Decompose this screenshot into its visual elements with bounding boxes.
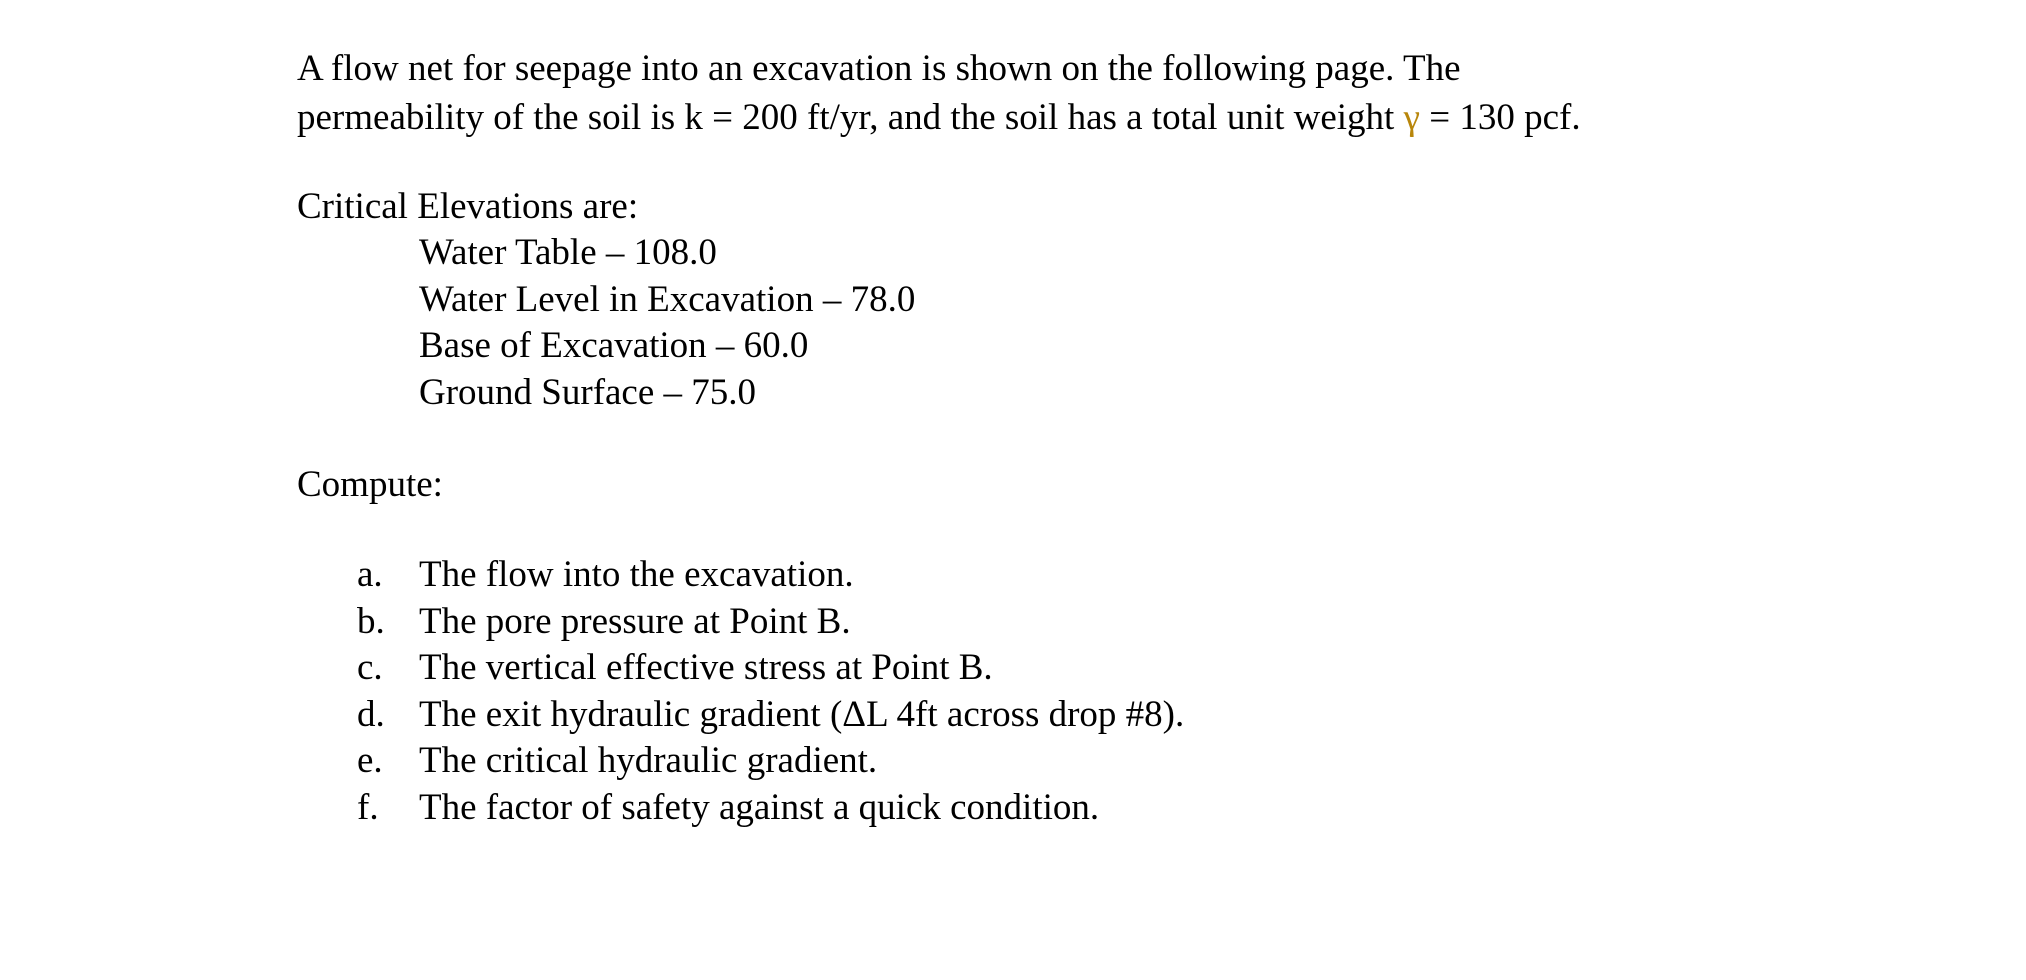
- task-item: [297, 599, 1897, 646]
- gamma-symbol: γ: [1403, 97, 1420, 138]
- problem-statement-line-2: [297, 93, 1897, 142]
- problem-statement-line-1: A flow net for seepage into an excavation is shown on the following page. The: [297, 48, 1461, 89]
- task-marker: a.: [357, 554, 383, 595]
- problem-statement: [297, 44, 1897, 142]
- task-item: [297, 785, 1897, 832]
- task-marker: b.: [357, 600, 385, 642]
- elevation-water-table: Water Table – 108.0: [419, 232, 717, 273]
- task-item: [297, 692, 1897, 739]
- task-marker: f.: [357, 786, 379, 828]
- task-text: The vertical effective stress at Point B.: [419, 647, 993, 688]
- document-page: [297, 44, 1897, 831]
- problem-statement-line-2-start: permeability of the soil is k = 200 ft/yr, and the soil has a total unit weight: [297, 97, 1404, 138]
- task-marker: e.: [357, 740, 383, 781]
- task-item: [297, 552, 1897, 599]
- compute-heading: Compute:: [297, 464, 443, 505]
- critical-elevations-list: [297, 230, 1897, 416]
- elevation-ground-surface: Ground Surface – 75.0: [419, 371, 757, 413]
- task-marker: d.: [357, 693, 385, 735]
- elevation-water-level-excavation: Water Level in Excavation – 78.0: [419, 278, 916, 320]
- task-item: [297, 645, 1897, 692]
- task-text: The factor of safety against a quick condition.: [419, 786, 1100, 828]
- task-text: The flow into the excavation.: [419, 554, 854, 595]
- elevation-base-of-excavation: Base of Excavation – 60.0: [419, 325, 809, 366]
- task-marker: c.: [357, 647, 383, 688]
- compute-task-list: [297, 552, 1897, 831]
- critical-elevations-heading: Critical Elevations are:: [297, 186, 639, 227]
- task-text: The critical hydraulic gradient.: [419, 740, 878, 781]
- task-text: The exit hydraulic gradient (ΔL 4ft across drop #8).: [419, 693, 1185, 735]
- task-text: The pore pressure at Point B.: [419, 600, 851, 642]
- task-item: [297, 738, 1897, 785]
- problem-statement-line-2-end: = 130 pcf.: [1419, 97, 1581, 138]
